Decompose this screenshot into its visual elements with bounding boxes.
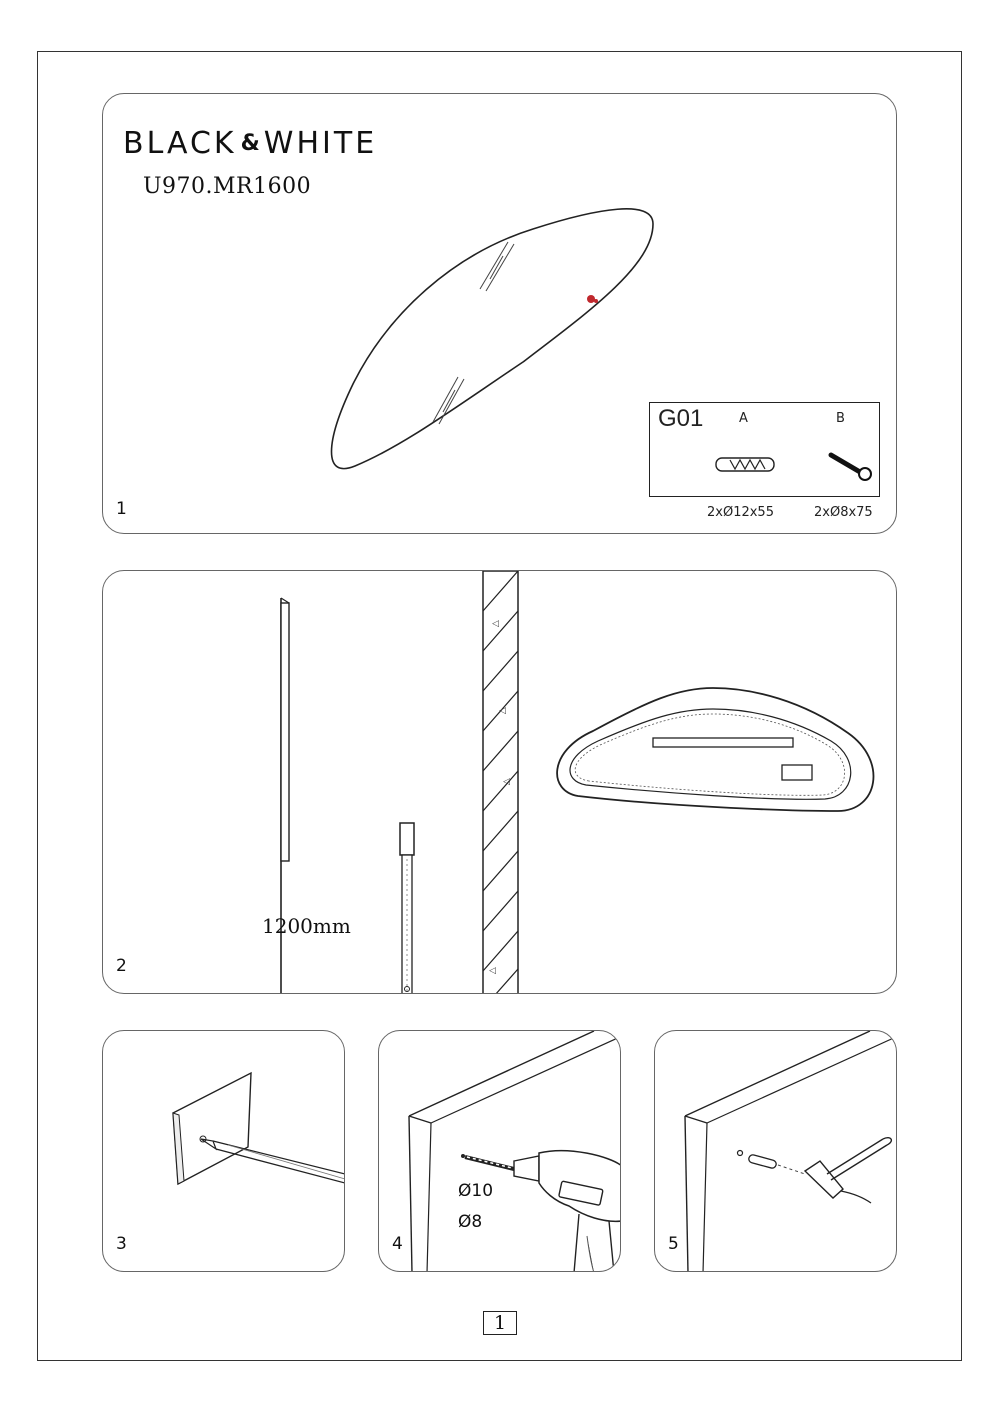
- model-number: U970.MR1600: [143, 174, 312, 199]
- step-number: 1: [116, 499, 127, 519]
- mounting-height-label: 1200mm: [262, 914, 351, 938]
- wall-section: [483, 571, 518, 994]
- hardware-kit-box: [649, 402, 880, 497]
- height-measure-illustration: [103, 571, 897, 994]
- panel-step-1: [102, 93, 897, 534]
- brand-amp: &: [240, 131, 260, 156]
- mirror-back-view: [557, 688, 873, 811]
- kit-code: G01: [658, 405, 704, 432]
- svg-text:◁: ◁: [503, 777, 510, 787]
- kit-parts-drawing: [650, 403, 881, 498]
- drill-icon: [461, 1151, 621, 1272]
- marking-illustration: [103, 1031, 345, 1272]
- drill-size-10: Ø10: [458, 1181, 494, 1201]
- step-number: 2: [116, 956, 127, 976]
- svg-text:◁: ◁: [489, 966, 496, 976]
- step-number: 4: [392, 1234, 403, 1254]
- kit-part-spec-a: 2xØ12x55: [707, 505, 774, 520]
- panel-step-5: [654, 1030, 897, 1272]
- brand-text-left: BLACK: [123, 126, 237, 161]
- hammering-illustration: [655, 1031, 897, 1272]
- screw-icon: [831, 455, 871, 480]
- measuring-tape-icon: [400, 823, 414, 994]
- panel-step-2: [102, 570, 897, 994]
- hammer-icon: [805, 1138, 891, 1203]
- panel-step-3: [102, 1030, 345, 1272]
- wall-plug-icon: [716, 458, 774, 471]
- wall-plug-icon: [738, 1151, 806, 1175]
- drill-size-8: Ø8: [458, 1212, 483, 1232]
- kit-part-label-a: A: [739, 411, 748, 426]
- step-number: 5: [668, 1234, 679, 1254]
- kit-part-label-b: B: [836, 411, 845, 426]
- touch-sensor-dot: [587, 295, 595, 303]
- step-number: 3: [116, 1234, 127, 1254]
- kit-part-spec-b: 2xØ8x75: [814, 505, 873, 520]
- svg-text:◁: ◁: [492, 619, 499, 629]
- page-number: 1: [483, 1311, 517, 1335]
- svg-text:◁: ◁: [499, 706, 506, 716]
- brand-text-right: WHITE: [263, 126, 378, 161]
- panel-step-4: [378, 1030, 621, 1272]
- drilling-illustration: [379, 1031, 621, 1272]
